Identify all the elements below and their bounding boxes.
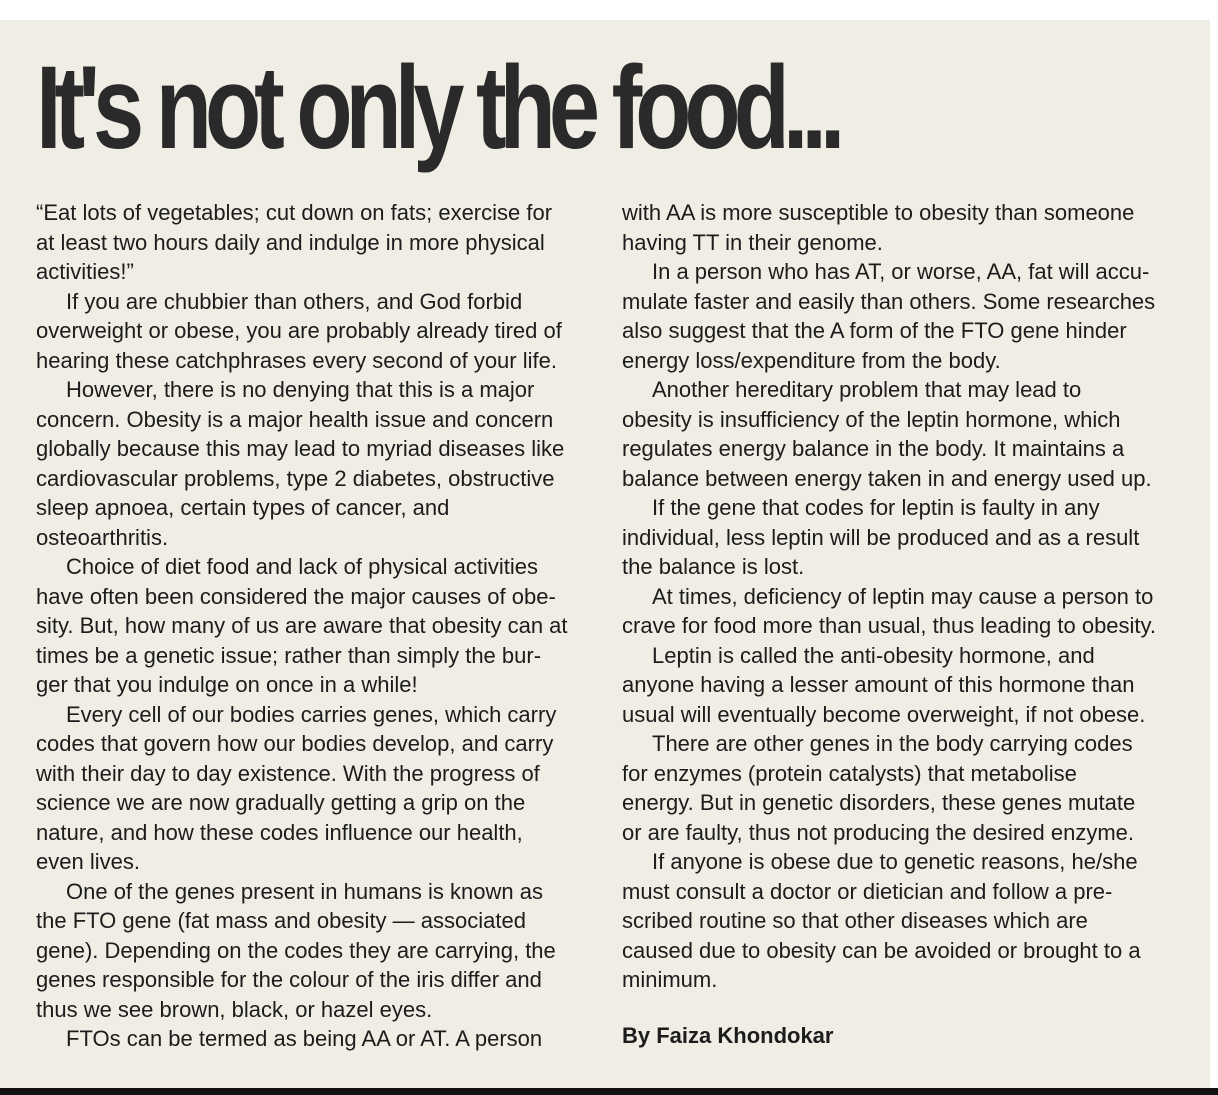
article-text-line: have often been considered the major causes of obe- xyxy=(36,583,556,609)
article-text-line: anyone having a lesser amount of this hormone than xyxy=(622,672,1135,697)
article-text-line: If anyone is obese due to genetic reasons, he/she xyxy=(652,849,1138,874)
article-text-line: science we are now gradually getting a grip on the xyxy=(36,790,526,815)
article-text-line: minimum. xyxy=(622,967,718,992)
article-text-line: for enzymes (protein catalysts) that metabolise xyxy=(622,760,1077,786)
article-text-line: caused due to obesity can be avoided or brought to a xyxy=(622,937,1141,963)
article-text-line: with AA is more susceptible to obesity than someone xyxy=(622,200,1135,225)
article-text-line: One of the genes present in humans is known as xyxy=(66,878,543,904)
article-text-line: regulates energy balance in the body. It maintains a xyxy=(622,436,1125,461)
article-text-line: having TT in their genome. xyxy=(622,229,883,255)
article-text-line: nature, and how these codes influence our health, xyxy=(36,819,523,845)
article-text-line: “Eat lots of vegetables; cut down on fats; exercise for xyxy=(36,200,553,225)
article-text-line: must consult a doctor or dietician and follow a pre- xyxy=(622,878,1113,904)
article-text-line: Every cell of our bodies carries genes, which carry xyxy=(66,701,557,727)
article-text-line: Choice of diet food and lack of physical activities xyxy=(66,554,539,579)
article-text-line: sity. But, how many of us are aware that obesity can at xyxy=(36,613,568,638)
article-text-line: the balance is lost. xyxy=(622,554,805,579)
article-text-line: However, there is no denying that this is a major xyxy=(66,377,535,402)
article-text-line: balance between energy taken in and energy used up. xyxy=(622,465,1152,491)
article-column-right xyxy=(622,198,1182,995)
article-text-line: at least two hours daily and indulge in more physical xyxy=(36,229,545,255)
article-text-line: thus we see brown, black, or hazel eyes. xyxy=(36,996,433,1022)
article-byline: By Faiza Khondokar xyxy=(622,1023,834,1048)
article-text-line: activities!” xyxy=(36,259,134,284)
article-text-line: mulate faster and easily than others. Some researches xyxy=(622,288,1156,314)
article-text-line: obesity is insufficiency of the leptin hormone, which xyxy=(622,406,1121,432)
article-text-line: the FTO gene (fat mass and obesity — associated xyxy=(36,908,526,933)
article-text-line: cardiovascular problems, type 2 diabetes, obstructive xyxy=(36,465,555,491)
article-text-line: energy loss/expenditure from the body. xyxy=(622,347,1001,373)
article-text-line: There are other genes in the body carrying codes xyxy=(652,731,1133,756)
article-text-line: osteoarthritis. xyxy=(36,524,169,550)
article-text-line: or are faulty, thus not producing the desired enzyme. xyxy=(622,819,1134,845)
article-text-line: individual, less leptin will be produced and as a result xyxy=(622,524,1140,550)
article-text-line: gene). Depending on the codes they are carrying, the xyxy=(36,937,556,963)
bottom-rule xyxy=(0,1088,1218,1095)
article-text-line: also suggest that the A form of the FTO gene hinder xyxy=(622,318,1127,343)
article-headline: It's not only the food... xyxy=(36,42,839,174)
article-text-line: overweight or obese, you are probably already tired of xyxy=(36,318,562,343)
article-text-line: If the gene that codes for leptin is faulty in any xyxy=(652,495,1100,520)
article-text-line: hearing these catchphrases every second of your life. xyxy=(36,347,557,373)
article-column-left xyxy=(36,198,588,1054)
article-text-line: usual will eventually become overweight, if not obese. xyxy=(622,701,1146,727)
page-margin xyxy=(1210,20,1218,1088)
article-text-line: ger that you indulge on once in a while! xyxy=(36,672,418,697)
article-text-line: At times, deficiency of leptin may cause a person to xyxy=(652,583,1154,609)
article-text-line: If you are chubbier than others, and God forbid xyxy=(66,288,523,314)
article-text-line: concern. Obesity is a major health issue and concern xyxy=(36,406,554,432)
article-text-line: times be a genetic issue; rather than simply the bur- xyxy=(36,642,542,668)
article-text-line: crave for food more than usual, thus leading to obesity. xyxy=(622,613,1157,638)
article-text-line: Another hereditary problem that may lead to xyxy=(652,377,1082,402)
article-text-line: even lives. xyxy=(36,849,140,874)
article-text-line: sleep apnoea, certain types of cancer, and xyxy=(36,495,450,520)
article-text-line: codes that govern how our bodies develop, and carry xyxy=(36,731,554,756)
article-text-line: scribed routine so that other diseases which are xyxy=(622,908,1088,933)
article-text-line: FTOs can be termed as being AA or AT. A person xyxy=(66,1026,543,1051)
article-text-line: globally because this may lead to myriad diseases like xyxy=(36,436,565,461)
article-text-line: genes responsible for the colour of the iris differ and xyxy=(36,967,542,992)
article-text-line: with their day to day existence. With the progress of xyxy=(36,760,540,786)
article-text-line: In a person who has AT, or worse, AA, fat will accu- xyxy=(652,259,1150,284)
article-text-line: Leptin is called the anti-obesity hormone, and xyxy=(652,642,1095,668)
article-text-line: energy. But in genetic disorders, these genes mutate xyxy=(622,790,1136,815)
